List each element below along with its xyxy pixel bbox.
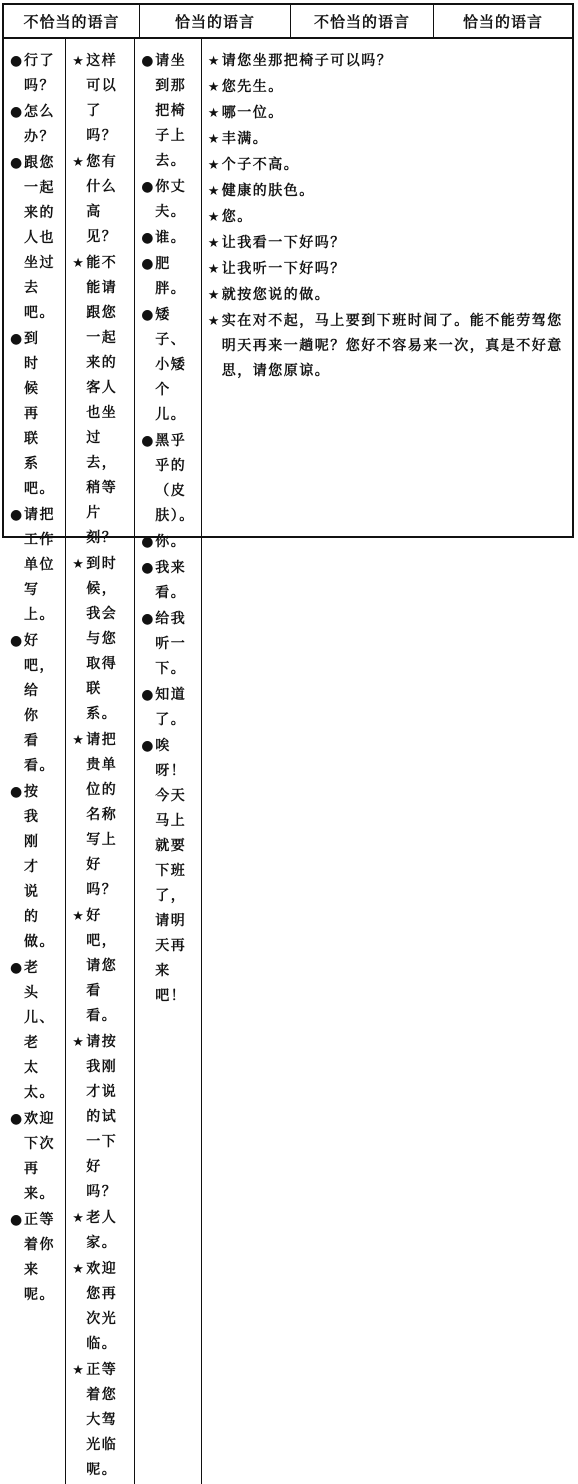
phrase-item [72,1358,128,1483]
phrase-item [72,1257,128,1357]
phrase-text: 你丈夫。 [155,179,187,220]
phrase-item [141,252,195,302]
phrase-item [72,728,128,903]
phrase-text: 矮子、小矮个儿。 [155,307,187,423]
star-icon: ★ [207,106,221,121]
bullet-dot-icon: ● [10,155,24,171]
star-icon: ★ [72,733,86,748]
phrase-text: 哪一位。 [221,105,284,121]
bullet-dot-icon: ● [141,687,155,703]
header-proper-1: 恰当的语言 [140,5,291,37]
phrase-list [135,39,201,1009]
bullet-dot-icon: ● [141,611,155,627]
phrase-text: 肥胖。 [155,256,187,297]
phrase-text: 欢迎您再次光临。 [86,1261,118,1352]
star-icon: ★ [72,909,86,924]
column-proper-1 [66,39,135,1484]
phrase-item [72,1030,128,1205]
phrase-text: 实在对不起，马上要到下班时间了。能不能劳驾您明天再来一趟呢？您好不容易来一次，真是不好意思，请您原谅。 [221,313,563,379]
phrase-text: 我来看。 [155,560,187,601]
bullet-dot-icon: ● [10,331,24,347]
bullet-dot-icon: ● [10,1212,24,1228]
phrase-item [208,75,566,100]
phrase-item [141,303,195,428]
star-icon: ★ [207,210,221,225]
star-icon: ★ [72,1262,86,1277]
phrase-item [208,257,566,282]
phrase-text: 行了吗？ [24,53,55,94]
phrase-text: 请按我刚才说的试一下好吗？ [86,1034,118,1200]
phrase-item [141,49,195,174]
phrase-text: 给我听一下。 [155,611,187,677]
phrase-text: 跟您一起来的人也坐过去吧。 [24,155,55,321]
phrase-item [72,150,128,250]
bullet-dot-icon: ● [10,784,24,800]
phrase-item [141,683,195,733]
phrase-text: 健康的肤色。 [221,183,315,199]
phrase-item [141,429,195,529]
phrase-item [208,49,566,74]
star-icon: ★ [72,1363,86,1378]
header-improper-1: 不恰当的语言 [4,5,140,37]
bullet-dot-icon: ● [141,560,155,576]
star-icon: ★ [207,184,221,199]
phrase-text: 老 头 儿、 老 太太。 [24,960,55,1101]
phrase-item [208,127,566,152]
phrase-text: 老人家。 [86,1210,118,1251]
phrase-item [10,1107,59,1207]
phrase-item [72,49,128,149]
phrase-item [141,734,195,1009]
star-icon: ★ [207,236,221,251]
star-icon: ★ [72,1211,86,1226]
bullet-dot-icon: ● [141,433,155,449]
phrase-text: 好 吧， 给 你 看看。 [24,633,55,774]
phrase-text: 让我看一下好吗？ [221,235,346,251]
header-proper-2: 恰当的语言 [462,12,543,31]
phrase-item [10,956,59,1106]
phrase-item [72,904,128,1029]
phrase-item [141,175,195,225]
phrase-list [202,39,572,384]
table-body-row [4,39,572,1484]
bullet-dot-icon: ● [141,738,155,754]
phrase-item [10,503,59,628]
column-proper-2 [202,39,572,1484]
star-icon: ★ [207,80,221,95]
phrase-text: 您。 [221,209,253,225]
phrase-item [141,226,195,251]
phrase-text: 您有什么高见？ [86,154,118,245]
phrase-text: 让我听一下好吗？ [221,261,346,277]
phrase-list [4,39,65,1308]
phrase-text: 按 我 刚 才 说 的做。 [24,784,55,950]
star-icon: ★ [72,1035,86,1050]
phrase-item [72,251,128,551]
phrase-text: 欢迎下次再来。 [24,1111,55,1202]
phrase-item [208,231,566,256]
phrase-text: 正等着你来呢。 [24,1212,55,1303]
phrase-item [141,530,195,555]
phrase-text: 丰满。 [221,131,269,147]
phrase-text: 谁。 [155,230,187,246]
phrase-text: 请坐到那把椅子上去。 [155,53,187,169]
star-icon: ★ [207,314,221,329]
phrase-text: 怎么办？ [24,104,55,145]
phrase-text: 这样可以了吗？ [86,53,118,144]
star-icon: ★ [72,557,86,572]
phrase-text: 您先生。 [221,79,284,95]
phrase-text: 黑乎乎的（皮肤）。 [155,433,195,524]
bullet-dot-icon: ● [141,307,155,323]
phrase-item [141,607,195,682]
phrase-item [10,327,59,502]
phrase-item [208,179,566,204]
phrase-item [10,780,59,955]
bullet-dot-icon: ● [141,256,155,272]
phrase-item [10,151,59,326]
phrase-text: 请把贵单位的名称写上好吗？ [86,732,118,898]
phrase-item [208,283,566,308]
star-icon: ★ [72,54,86,69]
phrase-item [141,556,195,606]
bullet-dot-icon: ● [141,179,155,195]
bullet-dot-icon: ● [10,104,24,120]
phrase-text: 个子不高。 [221,157,300,173]
phrase-text: 请把工作单位写上。 [24,507,55,623]
phrase-text: 就按您说的做。 [221,287,331,303]
bullet-dot-icon: ● [141,53,155,69]
phrase-text: 知道了。 [155,687,187,728]
star-icon: ★ [207,288,221,303]
table-header-row [4,5,572,39]
phrase-text: 请您坐那把椅子可以吗？ [221,53,393,69]
star-icon: ★ [207,158,221,173]
header-improper-2: 不恰当的语言 [291,5,434,37]
bullet-dot-icon: ● [10,507,24,523]
phrase-item [72,552,128,727]
star-icon: ★ [207,54,221,69]
bullet-dot-icon: ● [10,633,24,649]
phrase-item [10,1208,59,1308]
phrase-item [208,309,566,384]
phrase-text: 唉呀！今天马上就要下班了，请明天再来吧！ [155,738,187,1004]
phrase-text: 你。 [155,534,187,550]
phrase-list [66,39,134,1483]
phrase-text: 好吧，请您看看。 [86,908,118,1024]
star-icon: ★ [72,256,86,271]
phrase-text: 到 时 候 再 联 系吧。 [24,331,55,497]
phrase-item [72,1206,128,1256]
phrase-item [10,629,59,779]
phrase-item [208,101,566,126]
phrase-item [208,153,566,178]
bullet-dot-icon: ● [10,1111,24,1127]
star-icon: ★ [72,155,86,170]
star-icon: ★ [207,132,221,147]
phrase-item [10,49,59,99]
phrase-item [10,100,59,150]
bullet-dot-icon: ● [141,534,155,550]
bullet-dot-icon: ● [10,53,24,69]
phrase-text: 能不能请跟您一起来的客人也坐过去，稍等片刻？ [86,255,118,546]
star-icon: ★ [207,262,221,277]
phrase-text: 到时候，我会与您取得联系。 [86,556,118,722]
bullet-dot-icon: ● [10,960,24,976]
phrase-text: 正等着您大驾光临呢。 [86,1362,118,1478]
column-improper-1 [4,39,66,1484]
phrase-item [208,205,566,230]
comparison-table [2,3,574,1478]
bullet-dot-icon: ● [141,230,155,246]
column-improper-2 [135,39,202,1484]
